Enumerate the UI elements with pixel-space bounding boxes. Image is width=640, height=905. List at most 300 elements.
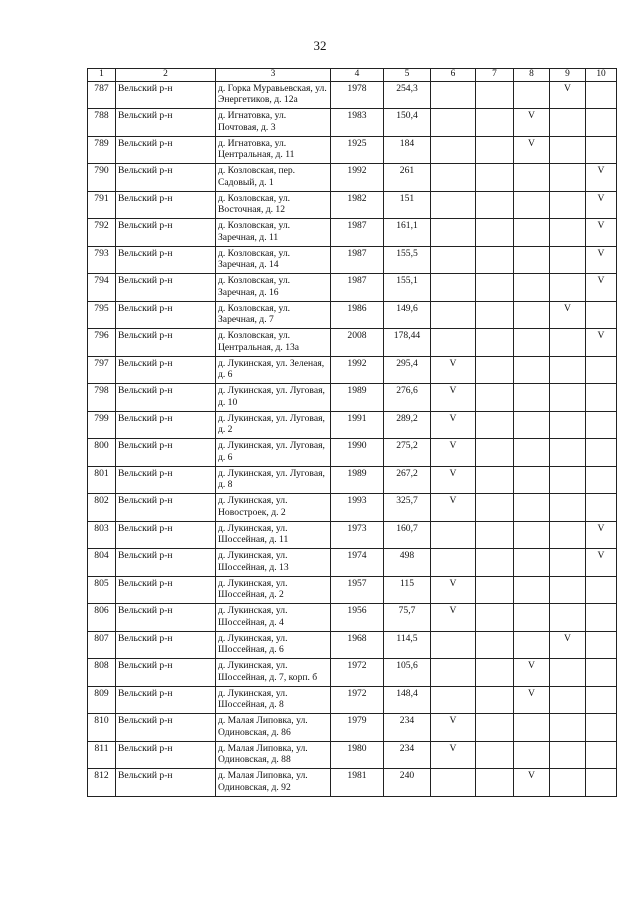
table-row (88, 659, 617, 687)
mark-col-10-cell (586, 411, 617, 439)
row-number-cell: 788 (88, 109, 116, 137)
mark-col-9-cell (550, 604, 586, 632)
mark-col-6-cell (431, 659, 476, 687)
mark-col-7-cell (476, 604, 514, 632)
year-cell: 1987 (331, 274, 384, 302)
district-cell: Вельский р-н (116, 659, 216, 687)
row-number-cell: 799 (88, 411, 116, 439)
district-cell: Вельский р-н (116, 411, 216, 439)
row-number-cell: 792 (88, 219, 116, 247)
row-number-cell: 809 (88, 686, 116, 714)
address-cell: д. Козловская, ул. Восточная, д. 12 (216, 191, 331, 219)
mark-col-8-cell (514, 191, 550, 219)
area-cell: 254,3 (384, 81, 431, 109)
table-row (88, 109, 617, 137)
mark-col-6-cell (431, 521, 476, 549)
district-cell: Вельский р-н (116, 521, 216, 549)
address-cell: д. Козловская, ул. Центральная, д. 13а (216, 329, 331, 357)
mark-col-6-cell (431, 219, 476, 247)
row-number-cell: 800 (88, 439, 116, 467)
year-cell: 1987 (331, 246, 384, 274)
year-cell: 1990 (331, 439, 384, 467)
mark-col-9-cell (550, 521, 586, 549)
column-header: 1 (88, 69, 116, 82)
year-cell: 1956 (331, 604, 384, 632)
area-cell: 325,7 (384, 494, 431, 522)
mark-col-7-cell (476, 164, 514, 192)
mark-col-8-cell (514, 576, 550, 604)
row-number-cell: 802 (88, 494, 116, 522)
mark-col-10-cell (586, 604, 617, 632)
mark-col-8-cell (514, 604, 550, 632)
area-cell: 155,5 (384, 246, 431, 274)
mark-col-9-cell (550, 741, 586, 769)
mark-col-8-cell (514, 219, 550, 247)
address-cell: д. Малая Липовка, ул. Одиновская, д. 88 (216, 741, 331, 769)
row-number-cell: 794 (88, 274, 116, 302)
address-cell: д. Козловская, ул. Заречная, д. 14 (216, 246, 331, 274)
mark-col-9-cell (550, 246, 586, 274)
address-cell: д. Лукинская, ул. Шоссейная, д. 13 (216, 549, 331, 577)
mark-col-8-cell (514, 274, 550, 302)
mark-col-6-cell (431, 631, 476, 659)
mark-col-10-cell (586, 136, 617, 164)
year-cell: 1983 (331, 109, 384, 137)
address-cell: д. Лукинская, ул. Шоссейная, д. 11 (216, 521, 331, 549)
area-cell: 240 (384, 769, 431, 797)
address-cell: д. Лукинская, ул. Луговая, д. 2 (216, 411, 331, 439)
mark-col-10-cell (586, 81, 617, 109)
address-cell: д. Лукинская, ул. Новостроек, д. 2 (216, 494, 331, 522)
mark-col-9-cell (550, 136, 586, 164)
district-cell: Вельский р-н (116, 741, 216, 769)
area-cell: 234 (384, 741, 431, 769)
table-body (88, 81, 617, 796)
mark-col-6-cell (431, 164, 476, 192)
year-cell: 1980 (331, 741, 384, 769)
mark-col-8-cell (514, 329, 550, 357)
row-number-cell: 811 (88, 741, 116, 769)
mark-col-7-cell (476, 521, 514, 549)
mark-col-7-cell (476, 219, 514, 247)
address-cell: д. Лукинская, ул. Шоссейная, д. 6 (216, 631, 331, 659)
district-cell: Вельский р-н (116, 769, 216, 797)
district-cell: Вельский р-н (116, 494, 216, 522)
mark-col-9-cell: V (550, 631, 586, 659)
year-cell: 1974 (331, 549, 384, 577)
table-row (88, 604, 617, 632)
mark-col-9-cell (550, 329, 586, 357)
mark-col-8-cell (514, 714, 550, 742)
address-cell: д. Лукинская, ул. Шоссейная, д. 2 (216, 576, 331, 604)
address-cell: д. Лукинская, ул. Шоссейная, д. 7, корп. б (216, 659, 331, 687)
address-cell: д. Козловская, ул. Заречная, д. 16 (216, 274, 331, 302)
district-cell: Вельский р-н (116, 576, 216, 604)
mark-col-10-cell (586, 356, 617, 384)
mark-col-8-cell (514, 356, 550, 384)
mark-col-7-cell (476, 329, 514, 357)
table-row (88, 549, 617, 577)
mark-col-9-cell (550, 659, 586, 687)
mark-col-6-cell (431, 246, 476, 274)
area-cell: 155,1 (384, 274, 431, 302)
mark-col-7-cell (476, 741, 514, 769)
mark-col-9-cell (550, 411, 586, 439)
mark-col-10-cell (586, 576, 617, 604)
mark-col-10-cell (586, 466, 617, 494)
mark-col-6-cell (431, 136, 476, 164)
row-number-cell: 803 (88, 521, 116, 549)
row-number-cell: 790 (88, 164, 116, 192)
row-number-cell: 791 (88, 191, 116, 219)
mark-col-9-cell (550, 384, 586, 412)
mark-col-8-cell (514, 521, 550, 549)
address-cell: д. Малая Липовка, ул. Одиновская, д. 92 (216, 769, 331, 797)
district-cell: Вельский р-н (116, 384, 216, 412)
row-number-cell: 808 (88, 659, 116, 687)
mark-col-6-cell (431, 549, 476, 577)
mark-col-10-cell: V (586, 329, 617, 357)
table-row (88, 686, 617, 714)
district-cell: Вельский р-н (116, 439, 216, 467)
area-cell: 234 (384, 714, 431, 742)
area-cell: 114,5 (384, 631, 431, 659)
district-cell: Вельский р-н (116, 246, 216, 274)
mark-col-9-cell (550, 109, 586, 137)
column-header: 6 (431, 69, 476, 82)
mark-col-6-cell (431, 109, 476, 137)
area-cell: 498 (384, 549, 431, 577)
mark-col-9-cell (550, 714, 586, 742)
mark-col-7-cell (476, 109, 514, 137)
address-cell: д. Малая Липовка, ул. Одиновская, д. 86 (216, 714, 331, 742)
mark-col-10-cell (586, 659, 617, 687)
area-cell: 161,1 (384, 219, 431, 247)
address-cell: д. Лукинская, ул. Луговая, д. 10 (216, 384, 331, 412)
table-row (88, 384, 617, 412)
column-header: 2 (116, 69, 216, 82)
year-cell: 2008 (331, 329, 384, 357)
mark-col-7-cell (476, 301, 514, 329)
mark-col-10-cell (586, 769, 617, 797)
column-header: 7 (476, 69, 514, 82)
mark-col-9-cell (550, 219, 586, 247)
table-row (88, 136, 617, 164)
table-row (88, 274, 617, 302)
mark-col-10-cell: V (586, 521, 617, 549)
mark-col-8-cell: V (514, 136, 550, 164)
mark-col-7-cell (476, 714, 514, 742)
year-cell: 1972 (331, 686, 384, 714)
mark-col-9-cell (550, 549, 586, 577)
district-cell: Вельский р-н (116, 631, 216, 659)
table-row (88, 631, 617, 659)
mark-col-6-cell: V (431, 439, 476, 467)
mark-col-10-cell: V (586, 549, 617, 577)
mark-col-10-cell: V (586, 164, 617, 192)
column-header: 5 (384, 69, 431, 82)
area-cell: 178,44 (384, 329, 431, 357)
table-row (88, 81, 617, 109)
column-header: 9 (550, 69, 586, 82)
row-number-cell: 796 (88, 329, 116, 357)
column-header: 8 (514, 69, 550, 82)
year-cell: 1972 (331, 659, 384, 687)
area-cell: 267,2 (384, 466, 431, 494)
mark-col-7-cell (476, 81, 514, 109)
mark-col-6-cell (431, 301, 476, 329)
mark-col-7-cell (476, 686, 514, 714)
mark-col-9-cell (550, 356, 586, 384)
mark-col-10-cell (586, 494, 617, 522)
district-cell: Вельский р-н (116, 274, 216, 302)
address-cell: д. Лукинская, ул. Шоссейная, д. 8 (216, 686, 331, 714)
row-number-cell: 805 (88, 576, 116, 604)
table-row (88, 329, 617, 357)
mark-col-7-cell (476, 576, 514, 604)
housing-register-table (87, 68, 617, 797)
mark-col-8-cell (514, 549, 550, 577)
mark-col-7-cell (476, 494, 514, 522)
mark-col-9-cell (550, 576, 586, 604)
mark-col-9-cell (550, 769, 586, 797)
mark-col-6-cell: V (431, 384, 476, 412)
mark-col-8-cell (514, 494, 550, 522)
address-cell: д. Лукинская, ул. Шоссейная, д. 4 (216, 604, 331, 632)
mark-col-8-cell: V (514, 769, 550, 797)
mark-col-9-cell (550, 191, 586, 219)
mark-col-9-cell (550, 274, 586, 302)
row-number-cell: 793 (88, 246, 116, 274)
year-cell: 1992 (331, 164, 384, 192)
column-header: 10 (586, 69, 617, 82)
area-cell: 148,4 (384, 686, 431, 714)
area-cell: 105,6 (384, 659, 431, 687)
mark-col-9-cell (550, 439, 586, 467)
mark-col-6-cell: V (431, 714, 476, 742)
area-cell: 75,7 (384, 604, 431, 632)
table-row (88, 576, 617, 604)
mark-col-7-cell (476, 439, 514, 467)
district-cell: Вельский р-н (116, 191, 216, 219)
mark-col-8-cell (514, 741, 550, 769)
mark-col-6-cell (431, 274, 476, 302)
mark-col-6-cell: V (431, 494, 476, 522)
mark-col-7-cell (476, 631, 514, 659)
mark-col-10-cell (586, 301, 617, 329)
mark-col-10-cell (586, 109, 617, 137)
mark-col-7-cell (476, 136, 514, 164)
table-row (88, 301, 617, 329)
area-cell: 275,2 (384, 439, 431, 467)
mark-col-6-cell: V (431, 466, 476, 494)
mark-col-6-cell: V (431, 604, 476, 632)
mark-col-7-cell (476, 411, 514, 439)
table-row (88, 191, 617, 219)
district-cell: Вельский р-н (116, 549, 216, 577)
mark-col-10-cell: V (586, 219, 617, 247)
table-row (88, 466, 617, 494)
mark-col-10-cell (586, 631, 617, 659)
page-number: 32 (313, 38, 327, 53)
district-cell: Вельский р-н (116, 329, 216, 357)
year-cell: 1986 (331, 301, 384, 329)
row-number-cell: 789 (88, 136, 116, 164)
mark-col-10-cell (586, 741, 617, 769)
year-cell: 1991 (331, 411, 384, 439)
mark-col-10-cell (586, 384, 617, 412)
mark-col-8-cell (514, 439, 550, 467)
mark-col-9-cell (550, 686, 586, 714)
district-cell: Вельский р-н (116, 466, 216, 494)
area-cell: 150,4 (384, 109, 431, 137)
year-cell: 1989 (331, 466, 384, 494)
table-row (88, 411, 617, 439)
table-row (88, 494, 617, 522)
table-row (88, 769, 617, 797)
mark-col-7-cell (476, 384, 514, 412)
mark-col-10-cell: V (586, 191, 617, 219)
mark-col-7-cell (476, 466, 514, 494)
year-cell: 1979 (331, 714, 384, 742)
column-header: 3 (216, 69, 331, 82)
mark-col-9-cell (550, 466, 586, 494)
year-cell: 1978 (331, 81, 384, 109)
area-cell: 184 (384, 136, 431, 164)
row-number-cell: 801 (88, 466, 116, 494)
mark-col-7-cell (476, 549, 514, 577)
mark-col-6-cell: V (431, 741, 476, 769)
mark-col-10-cell (586, 714, 617, 742)
mark-col-8-cell: V (514, 109, 550, 137)
mark-col-7-cell (476, 769, 514, 797)
year-cell: 1989 (331, 384, 384, 412)
table-row (88, 246, 617, 274)
address-cell: д. Лукинская, ул. Луговая, д. 6 (216, 439, 331, 467)
mark-col-8-cell (514, 164, 550, 192)
column-header: 4 (331, 69, 384, 82)
mark-col-9-cell: V (550, 301, 586, 329)
table-row (88, 219, 617, 247)
mark-col-6-cell (431, 686, 476, 714)
year-cell: 1981 (331, 769, 384, 797)
district-cell: Вельский р-н (116, 136, 216, 164)
district-cell: Вельский р-н (116, 356, 216, 384)
address-cell: д. Игнатовка, ул. Почтовая, д. 3 (216, 109, 331, 137)
mark-col-6-cell: V (431, 411, 476, 439)
mark-col-8-cell (514, 411, 550, 439)
area-cell: 295,4 (384, 356, 431, 384)
area-cell: 149,6 (384, 301, 431, 329)
mark-col-8-cell: V (514, 686, 550, 714)
mark-col-6-cell: V (431, 576, 476, 604)
area-cell: 276,6 (384, 384, 431, 412)
year-cell: 1957 (331, 576, 384, 604)
address-cell: д. Лукинская, ул. Зеленая, д. 6 (216, 356, 331, 384)
mark-col-8-cell: V (514, 659, 550, 687)
row-number-cell: 812 (88, 769, 116, 797)
mark-col-7-cell (476, 659, 514, 687)
district-cell: Вельский р-н (116, 686, 216, 714)
table-row (88, 439, 617, 467)
area-cell: 151 (384, 191, 431, 219)
address-cell: д. Козловская, ул. Заречная, д. 11 (216, 219, 331, 247)
mark-col-7-cell (476, 356, 514, 384)
mark-col-10-cell (586, 439, 617, 467)
mark-col-7-cell (476, 191, 514, 219)
row-number-cell: 807 (88, 631, 116, 659)
district-cell: Вельский р-н (116, 81, 216, 109)
row-number-cell: 810 (88, 714, 116, 742)
mark-col-10-cell (586, 686, 617, 714)
mark-col-8-cell (514, 466, 550, 494)
year-cell: 1987 (331, 219, 384, 247)
table-row (88, 714, 617, 742)
mark-col-10-cell: V (586, 274, 617, 302)
row-number-cell: 804 (88, 549, 116, 577)
year-cell: 1992 (331, 356, 384, 384)
mark-col-7-cell (476, 274, 514, 302)
district-cell: Вельский р-н (116, 714, 216, 742)
mark-col-8-cell (514, 246, 550, 274)
mark-col-9-cell (550, 164, 586, 192)
address-cell: д. Игнатовка, ул. Центральная, д. 11 (216, 136, 331, 164)
mark-col-9-cell (550, 494, 586, 522)
mark-col-9-cell: V (550, 81, 586, 109)
district-cell: Вельский р-н (116, 604, 216, 632)
mark-col-6-cell (431, 769, 476, 797)
address-cell: д. Козловская, ул. Заречная, д. 7 (216, 301, 331, 329)
address-cell: д. Козловская, пер. Садовый, д. 1 (216, 164, 331, 192)
district-cell: Вельский р-н (116, 301, 216, 329)
area-cell: 261 (384, 164, 431, 192)
table-row (88, 741, 617, 769)
mark-col-8-cell (514, 81, 550, 109)
row-number-cell: 806 (88, 604, 116, 632)
year-cell: 1973 (331, 521, 384, 549)
table-row (88, 356, 617, 384)
mark-col-8-cell (514, 631, 550, 659)
mark-col-6-cell: V (431, 356, 476, 384)
area-cell: 115 (384, 576, 431, 604)
table-row (88, 521, 617, 549)
table-row (88, 164, 617, 192)
area-cell: 289,2 (384, 411, 431, 439)
district-cell: Вельский р-н (116, 219, 216, 247)
mark-col-7-cell (476, 246, 514, 274)
mark-col-6-cell (431, 191, 476, 219)
year-cell: 1968 (331, 631, 384, 659)
mark-col-6-cell (431, 329, 476, 357)
mark-col-10-cell: V (586, 246, 617, 274)
row-number-cell: 798 (88, 384, 116, 412)
row-number-cell: 797 (88, 356, 116, 384)
row-number-cell: 795 (88, 301, 116, 329)
year-cell: 1982 (331, 191, 384, 219)
mark-col-8-cell (514, 301, 550, 329)
address-cell: д. Горка Муравьевская, ул. Энергетиков, д. 12а (216, 81, 331, 109)
area-cell: 160,7 (384, 521, 431, 549)
year-cell: 1993 (331, 494, 384, 522)
district-cell: Вельский р-н (116, 164, 216, 192)
mark-col-6-cell (431, 81, 476, 109)
mark-col-8-cell (514, 384, 550, 412)
row-number-cell: 787 (88, 81, 116, 109)
district-cell: Вельский р-н (116, 109, 216, 137)
year-cell: 1925 (331, 136, 384, 164)
address-cell: д. Лукинская, ул. Луговая, д. 8 (216, 466, 331, 494)
column-number-row (88, 69, 617, 82)
